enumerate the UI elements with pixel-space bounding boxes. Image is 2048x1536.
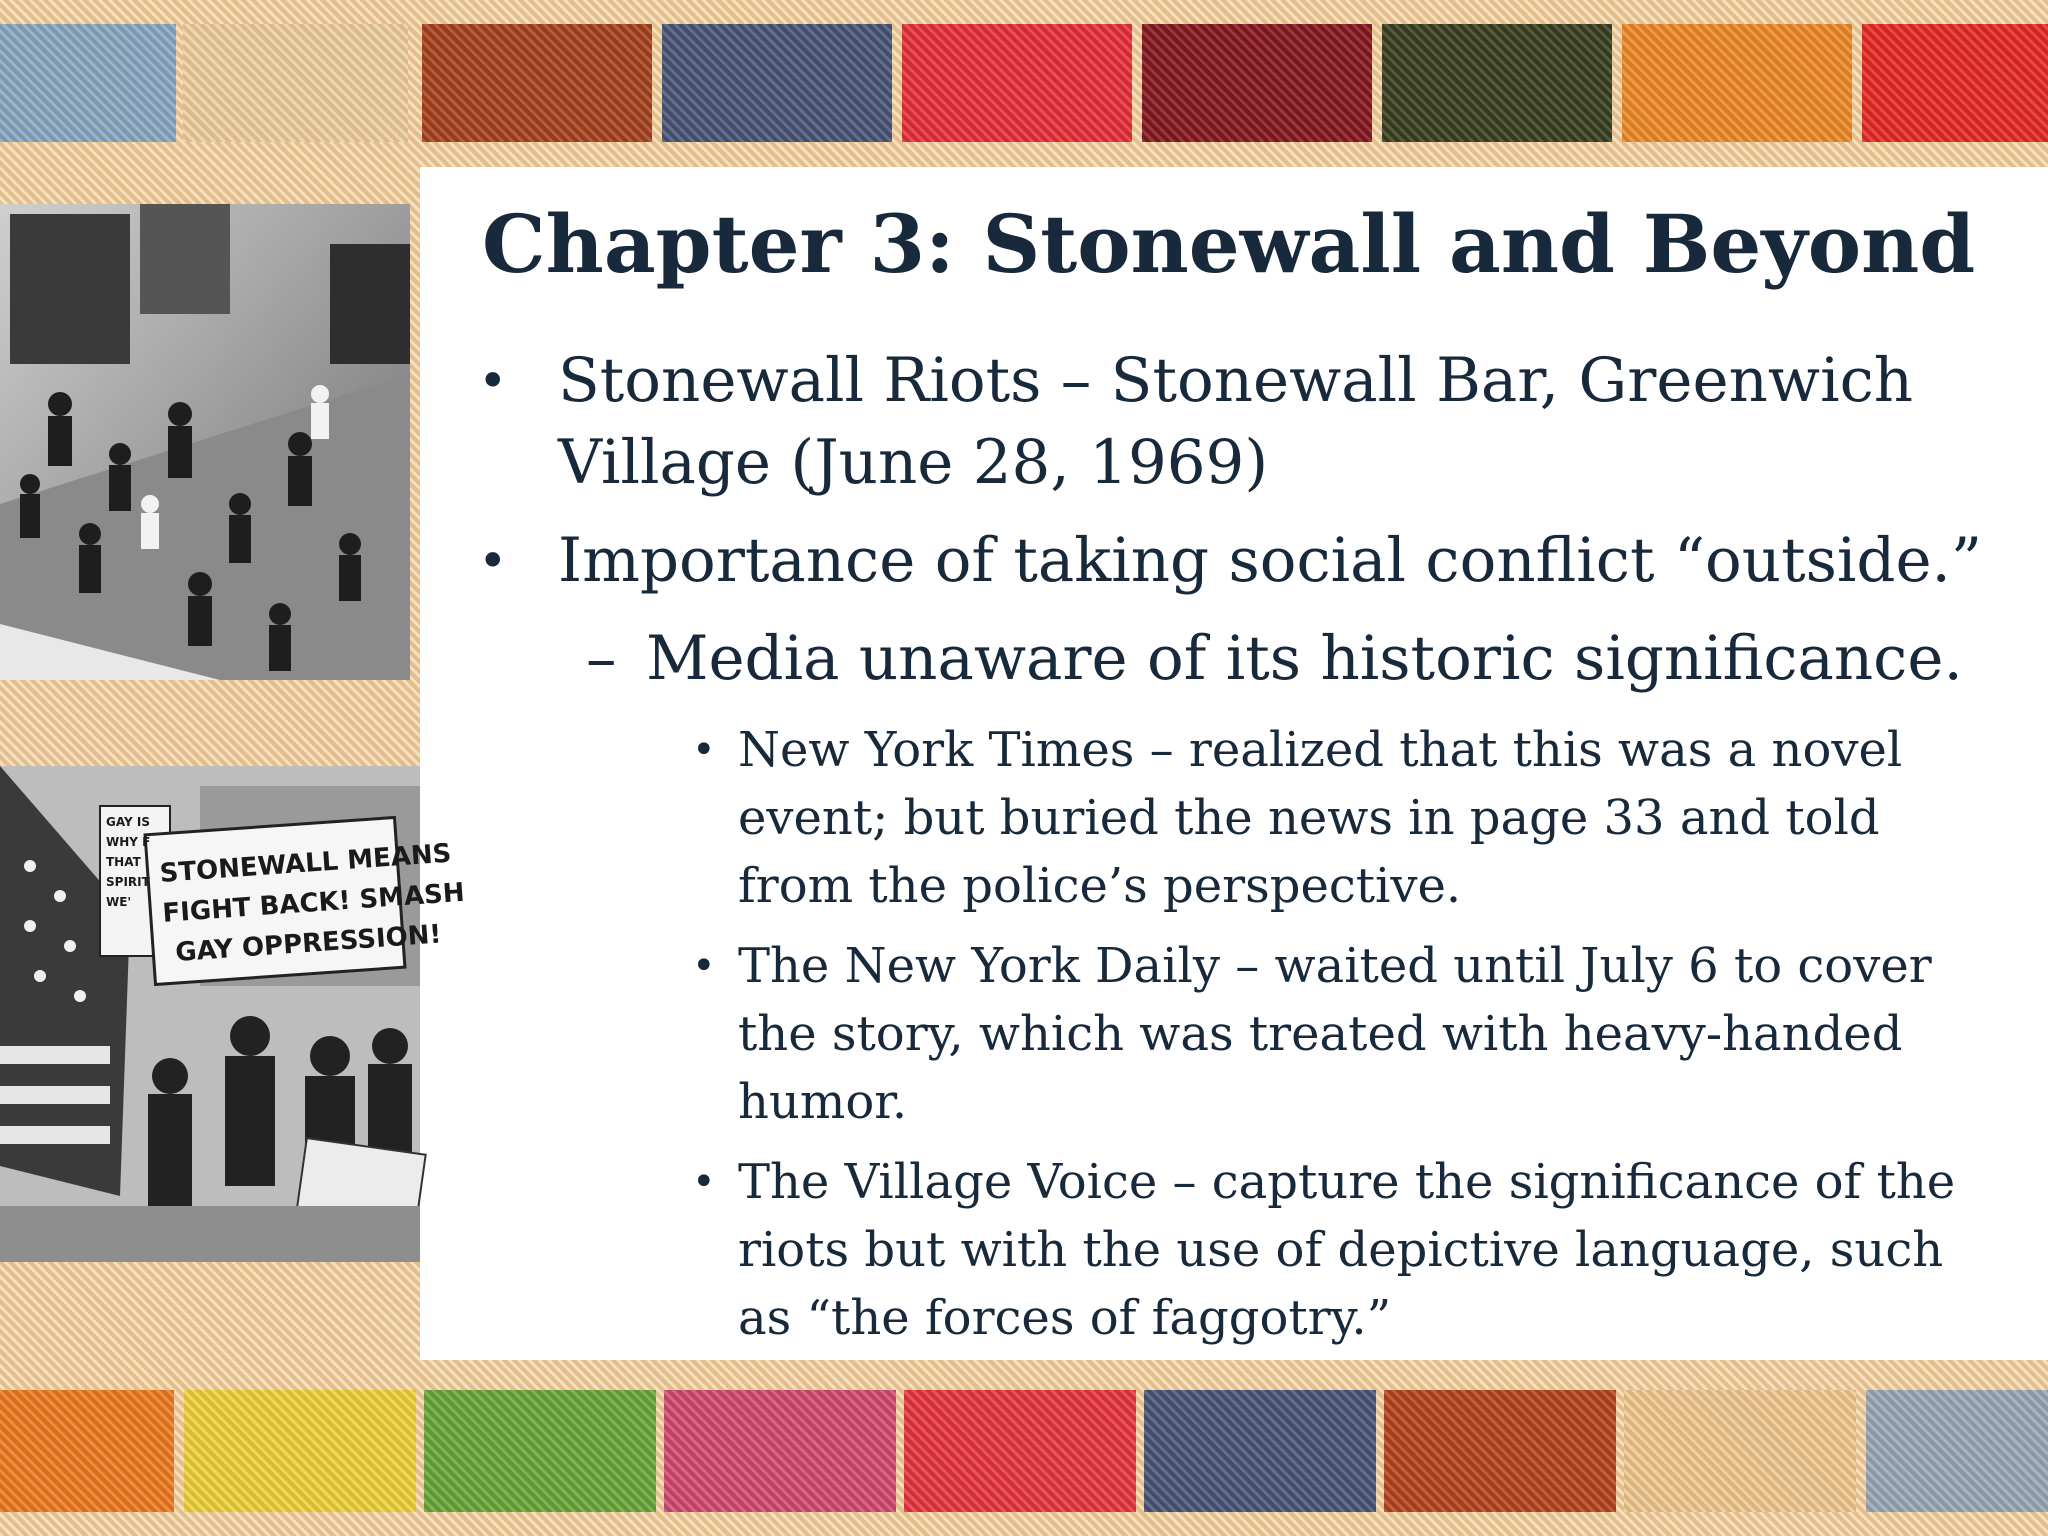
tile bbox=[183, 24, 408, 142]
bullet-item bbox=[470, 520, 1990, 602]
tile bbox=[0, 24, 176, 142]
slide-content bbox=[470, 340, 1990, 1364]
bullet-text: Importance of taking social conflict “outside.” bbox=[558, 525, 1983, 596]
protest-march-photo bbox=[0, 766, 466, 1262]
tile bbox=[1382, 24, 1612, 142]
sub-sub-bullet-item bbox=[470, 1148, 1990, 1352]
tile bbox=[0, 1390, 174, 1512]
tile bbox=[904, 1390, 1136, 1512]
tile bbox=[184, 1390, 416, 1512]
tile bbox=[902, 24, 1132, 142]
bullet-dot-icon: • bbox=[478, 532, 508, 590]
sub-sub-bullet-item bbox=[470, 716, 1990, 920]
tile bbox=[422, 24, 652, 142]
tile bbox=[424, 1390, 656, 1512]
side-sign-line: WHY F bbox=[106, 835, 151, 849]
sub-sub-bullet-item bbox=[470, 932, 1990, 1136]
sub-sub-bullet-text: The New York Daily – waited until July 6 to cover the story, which was treated with heavy-handed humor. bbox=[738, 938, 1932, 1130]
sub-sub-bullet-text: New York Times – realized that this was a novel event; but buried the news in page 33 and told from the police’s perspective. bbox=[738, 722, 1903, 914]
tile bbox=[1624, 1390, 1856, 1512]
sign-line-2: FIGHT BACK! SMASH bbox=[161, 877, 466, 929]
sub-sub-bullet-text: The Village Voice – capture the significance of the riots but with the use of depictive language, such as “the forces of faggotry.” bbox=[738, 1154, 1956, 1346]
side-sign-line: WE' bbox=[106, 895, 132, 909]
tile bbox=[1622, 24, 1852, 142]
sub-bullet-text: Media unaware of its historic significance. bbox=[646, 623, 1963, 694]
sign-line-1: STONEWALL MEANS bbox=[158, 838, 453, 889]
bullet-dot-icon: • bbox=[692, 1159, 716, 1205]
side-sign-line: SPIRIT bbox=[106, 875, 150, 889]
dash-icon: – bbox=[586, 623, 617, 694]
bullet-item bbox=[470, 340, 1990, 504]
sign-line-3: GAY OPPRESSION! bbox=[174, 919, 443, 969]
tile bbox=[1142, 24, 1372, 142]
tile bbox=[664, 1390, 896, 1512]
bullet-dot-icon: • bbox=[692, 727, 716, 773]
side-sign-line: GAY IS bbox=[106, 815, 150, 829]
riot-street-photo bbox=[0, 204, 410, 680]
slide-title: Chapter 3: Stonewall and Beyond bbox=[482, 197, 1976, 291]
bullet-dot-icon: • bbox=[692, 943, 716, 989]
bullet-dot-icon: • bbox=[478, 352, 508, 410]
side-sign-line: THAT bbox=[106, 855, 141, 869]
bullet-text: Stonewall Riots – Stonewall Bar, Greenwich Village (June 28, 1969) bbox=[558, 345, 1914, 498]
tile bbox=[662, 24, 892, 142]
tile bbox=[1144, 1390, 1376, 1512]
tile bbox=[1384, 1390, 1616, 1512]
tile bbox=[1862, 24, 2048, 142]
tile bbox=[1866, 1390, 2048, 1512]
sub-bullet-item bbox=[470, 618, 1990, 700]
